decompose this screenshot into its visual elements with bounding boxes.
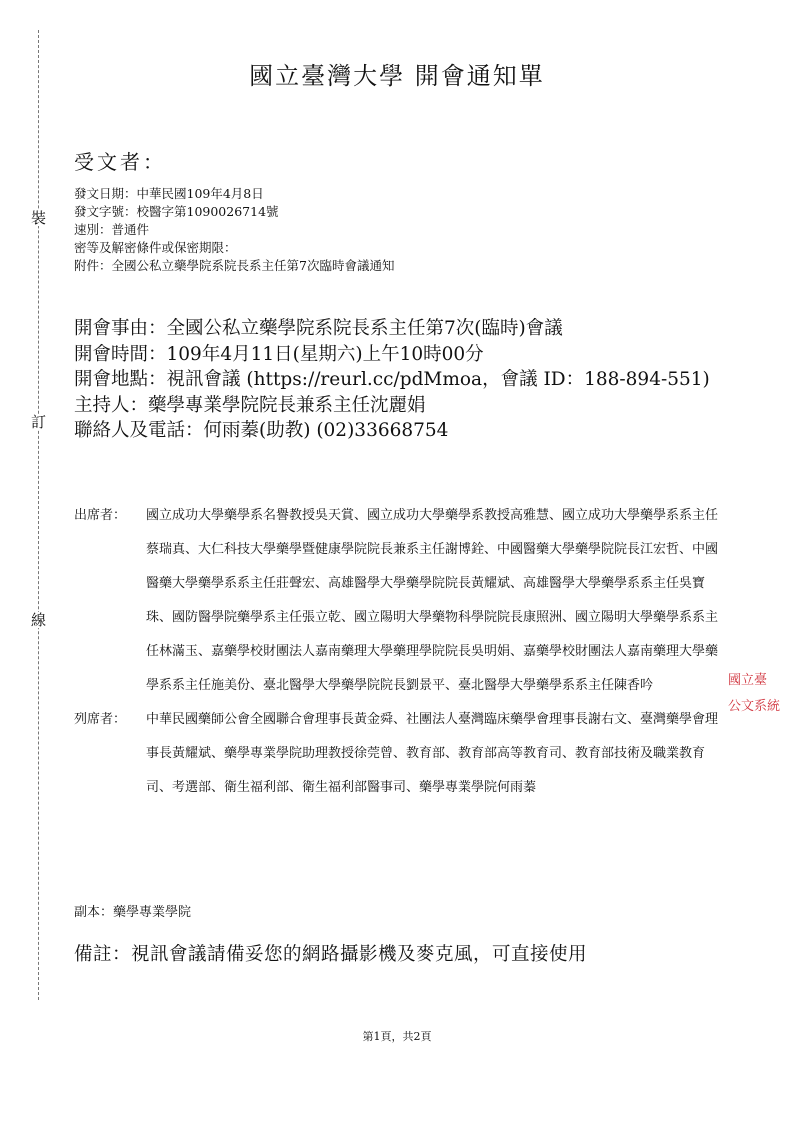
- document-number: 發文字號：校醫字第1090026714號: [74, 204, 279, 219]
- binding-mark-zhuang: 裝: [31, 209, 47, 227]
- observers-label: 列席者：: [74, 712, 127, 727]
- meeting-place-label: 開會地點：: [74, 369, 167, 390]
- seal-line-1: 國立臺: [728, 673, 768, 688]
- meeting-time-row: [74, 342, 724, 368]
- confidentiality: 密等及解密條件或保密期限：: [74, 240, 237, 255]
- document-title: 國立臺灣大學 開會通知單: [249, 62, 545, 90]
- attachment-line: 附件：全國公私立藥學院系院長系主任第7次臨時會議通知: [74, 258, 395, 273]
- attendance-section: [74, 499, 724, 805]
- meeting-subject-label: 開會事由：: [74, 318, 167, 339]
- meeting-time-label: 開會時間：: [74, 343, 167, 365]
- meeting-time: 109年4月11日(星期六)上午10時00分: [166, 343, 484, 365]
- remark-note: 備註：視訊會議請備妥您的網路攝影機及麥克風，可直接使用: [74, 944, 588, 965]
- official-seal-stamp: [728, 668, 780, 720]
- observers-row: [74, 703, 724, 805]
- meeting-contact: 聯絡人及電話：何雨蓁(助教) (02)33668754: [74, 420, 449, 441]
- binding-line: [38, 30, 39, 1000]
- attendees-list: 國立成功大學藥學系名譽教授吳天賞、國立成功大學藥學系教授高雅慧、國立成功大學藥學系系主任蔡瑞真、大仁科技大學藥學暨健康學院院長兼系主任謝博銓、中國醫藥大學藥學院院長江宏哲、中國醫藥大學藥學系系主任莊聲宏、高雄醫學大學藥學院院長黃耀斌、高雄醫學大學藥學系系主任吳寶珠、國防醫學院藥學系主任張立乾、國立陽明大學藥物科學院院長康照洲、國立陽明大學藥學系系主任林滿玉、嘉藥學校財團法人嘉南藥理大學藥理學院院長吳明娟、嘉藥學校財團法人嘉南藥理大學藥學系系主任施美份、臺北醫學大學藥學院院長劉景平、臺北醫學大學藥學系系主任陳香吟: [146, 508, 719, 693]
- meeting-subject-row: [74, 316, 724, 342]
- meeting-subject: 全國公私立藥學院系院長系主任第7次(臨時)會議: [166, 318, 563, 339]
- seal-line-2: 公文系統: [728, 699, 781, 714]
- meeting-details: [74, 316, 724, 444]
- meeting-place: 視訊會議 (https://reurl.cc/pdMmoa，會議 ID：188-894-551): [166, 369, 710, 390]
- recipient-label: 受文者：: [74, 150, 166, 174]
- delivery-speed: 速別：普通件: [74, 222, 150, 237]
- document-meta: [74, 185, 394, 275]
- binding-mark-xian: 線: [31, 611, 47, 629]
- page-number: 第1頁，共2頁: [362, 1030, 432, 1043]
- issue-date: 發文日期：中華民國109年4月8日: [74, 186, 264, 201]
- binding-mark-ding: 訂: [31, 413, 47, 431]
- observers-list: 中華民國藥師公會全國聯合會理事長黃金舜、社團法人臺灣臨床藥學會理事長謝右文、臺灣藥學會理事長黃耀斌、藥學專業學院助理教授徐莞曾、教育部、教育部高等教育司、教育部技術及職業教育司、考選部、衛生福利部、衛生福利部醫事司、藥學專業學院何雨蓁: [146, 712, 719, 795]
- meeting-host: 主持人：藥學專業學院院長兼系主任沈麗娟: [74, 394, 426, 416]
- meeting-place-row: [74, 367, 724, 393]
- attendees-row: [74, 499, 724, 703]
- attendees-label: 出席者：: [74, 508, 127, 523]
- carbon-copy: 副本：藥學專業學院: [74, 905, 192, 920]
